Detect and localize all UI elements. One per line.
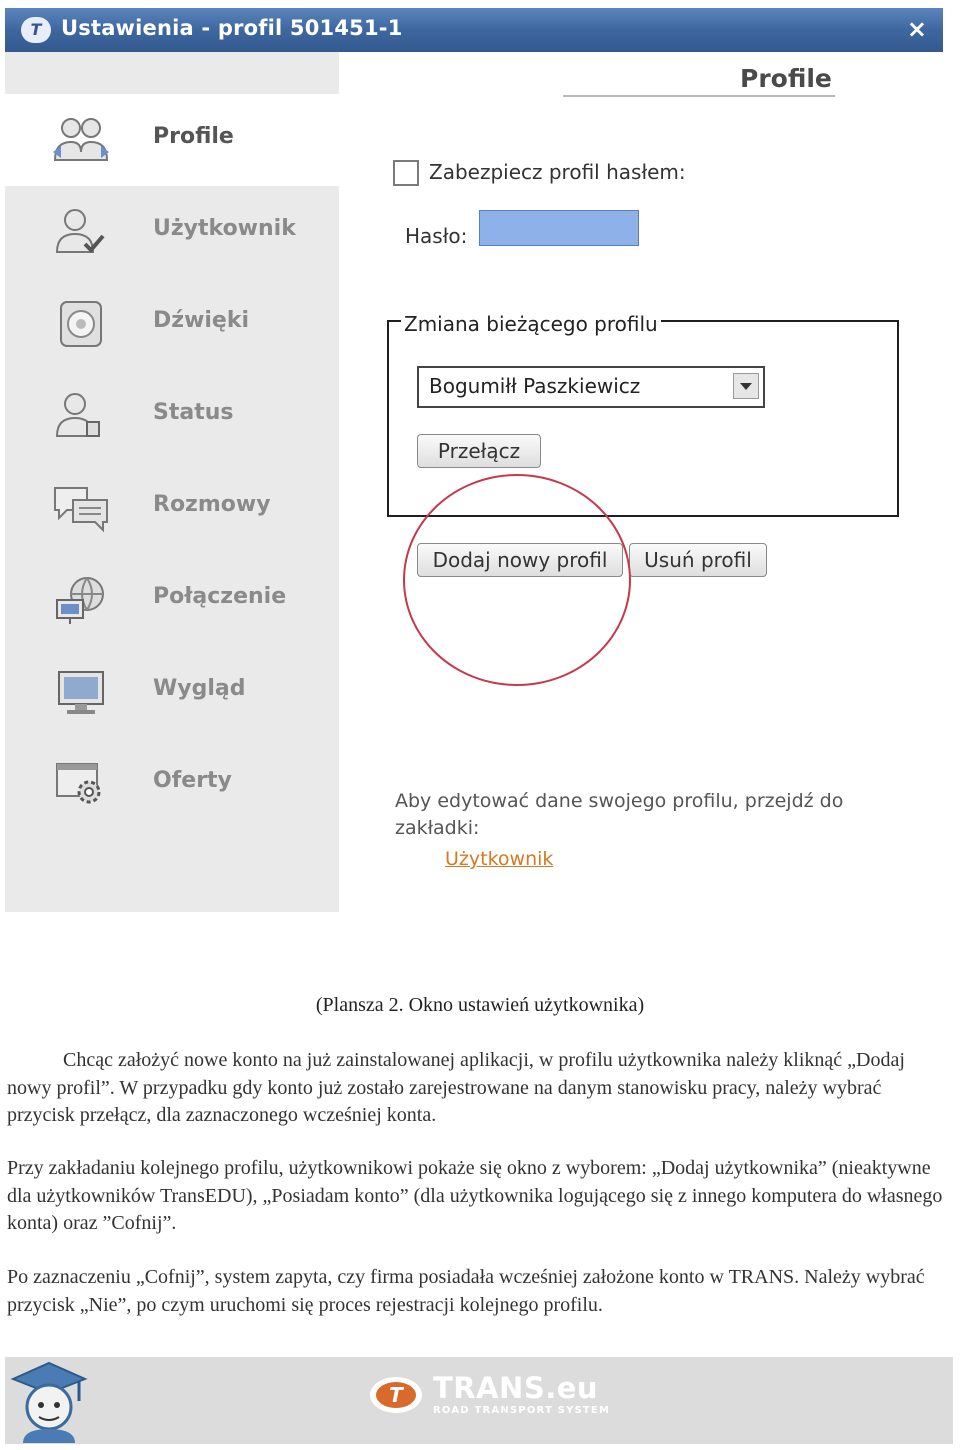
settings-sidebar: [5, 52, 339, 912]
speaker-icon: [51, 296, 111, 352]
profile-select-value: Bogumiłł Paszkiewicz: [429, 374, 641, 398]
add-profile-button[interactable]: Dodaj nowy profil: [417, 543, 623, 577]
user-status-icon: [51, 388, 111, 444]
protect-profile-label: Zabezpiecz profil hasłem:: [429, 160, 686, 184]
figure-caption: (Plansza 2. Okno ustawień użytkownika): [315, 994, 645, 1016]
user-tab-link[interactable]: Użytkownik: [445, 848, 554, 870]
trans-logo-icon: [368, 1375, 424, 1415]
group-title: Zmiana bieżącego profilu: [401, 312, 661, 336]
page-title: Profile: [740, 64, 832, 93]
close-button[interactable]: ×: [906, 15, 927, 43]
sidebar-item-polaczenie[interactable]: [5, 554, 339, 646]
paragraph-3: Po zaznaczeniu „Cofnij”, system zapyta, czy firma posiadała wcześniej założone konto w TRANS. Należy wybrać przycisk „Nie”, po czym uruchomi się proces rejestracji kolejnego profilu.: [7, 1266, 925, 1316]
sidebar-item-label: Wygląd: [153, 676, 246, 701]
monitor-icon: [51, 664, 111, 720]
sidebar-item-uzytkownik[interactable]: [5, 186, 339, 278]
graduate-mascot-icon: [9, 1359, 89, 1443]
user-check-icon: [51, 204, 111, 260]
chevron-down-icon[interactable]: [733, 373, 759, 399]
paragraph-1: Chcąc założyć nowe konto na już zainstalowanej aplikacji, w profilu użytkownika należy kliknąć „Dodaj nowy profil”. W przypadku gdy konto już zostało zarejestrowane na danym stanowisku pracy, należy wybrać przycisk przełącz, dla zaznaczonego wcześniej konta.: [7, 1049, 905, 1126]
remove-profile-button[interactable]: Usuń profil: [629, 543, 767, 577]
sidebar-item-label: Połączenie: [153, 584, 287, 609]
chat-bubbles-icon: [51, 480, 111, 536]
password-label: Hasło:: [405, 224, 468, 248]
heading-divider: [563, 95, 835, 97]
highlight-circle: [403, 474, 631, 686]
sidebar-item-oferty[interactable]: [5, 738, 339, 830]
sidebar-item-profile[interactable]: [5, 94, 339, 186]
switch-profile-button[interactable]: Przełącz: [417, 434, 541, 468]
protect-profile-checkbox[interactable]: [393, 160, 419, 186]
sidebar-item-label: Rozmowy: [153, 492, 271, 517]
paragraph-2: Przy zakładaniu kolejnego profilu, użytkownikowi pokaże się okno z wyborem: „Dodaj użytkownika” (nieaktywne dla użytkowników TransEDU), „Posiadam konto” (dla użytkownika logującego się z innego komputera do własnego konta) oraz ”Cofnij”.: [7, 1157, 943, 1234]
title-bar[interactable]: [5, 8, 943, 52]
network-globe-icon: [51, 572, 111, 628]
sidebar-item-label: Profile: [153, 124, 234, 149]
page-footer: [5, 1357, 953, 1444]
sidebar-item-status[interactable]: [5, 370, 339, 462]
sidebar-item-label: Status: [153, 400, 234, 425]
info-text: Aby edytować dane swojego profilu, przejdź do zakładki:: [395, 790, 844, 839]
sidebar-item-wyglad[interactable]: [5, 646, 339, 738]
footer-tagline: ROAD TRANSPORT SYSTEM: [433, 1405, 611, 1416]
sidebar-item-label: Dźwięki: [153, 308, 250, 333]
sidebar-item-label: Użytkownik: [153, 216, 296, 241]
sidebar-item-rozmowy[interactable]: [5, 462, 339, 554]
window-title: Ustawienia - profil 501451-1: [61, 16, 403, 40]
window-gear-icon: [51, 756, 111, 812]
settings-window: [5, 8, 943, 912]
password-field[interactable]: [479, 210, 639, 246]
profile-select[interactable]: [417, 366, 765, 408]
svg-text:T: T: [389, 1383, 403, 1407]
users-icon: [51, 112, 111, 168]
app-logo-icon: T: [21, 17, 51, 43]
footer-brand: TRANS.eu: [433, 1371, 599, 1405]
sidebar-item-dzwieki[interactable]: [5, 278, 339, 370]
sidebar-item-label: Oferty: [153, 768, 232, 793]
